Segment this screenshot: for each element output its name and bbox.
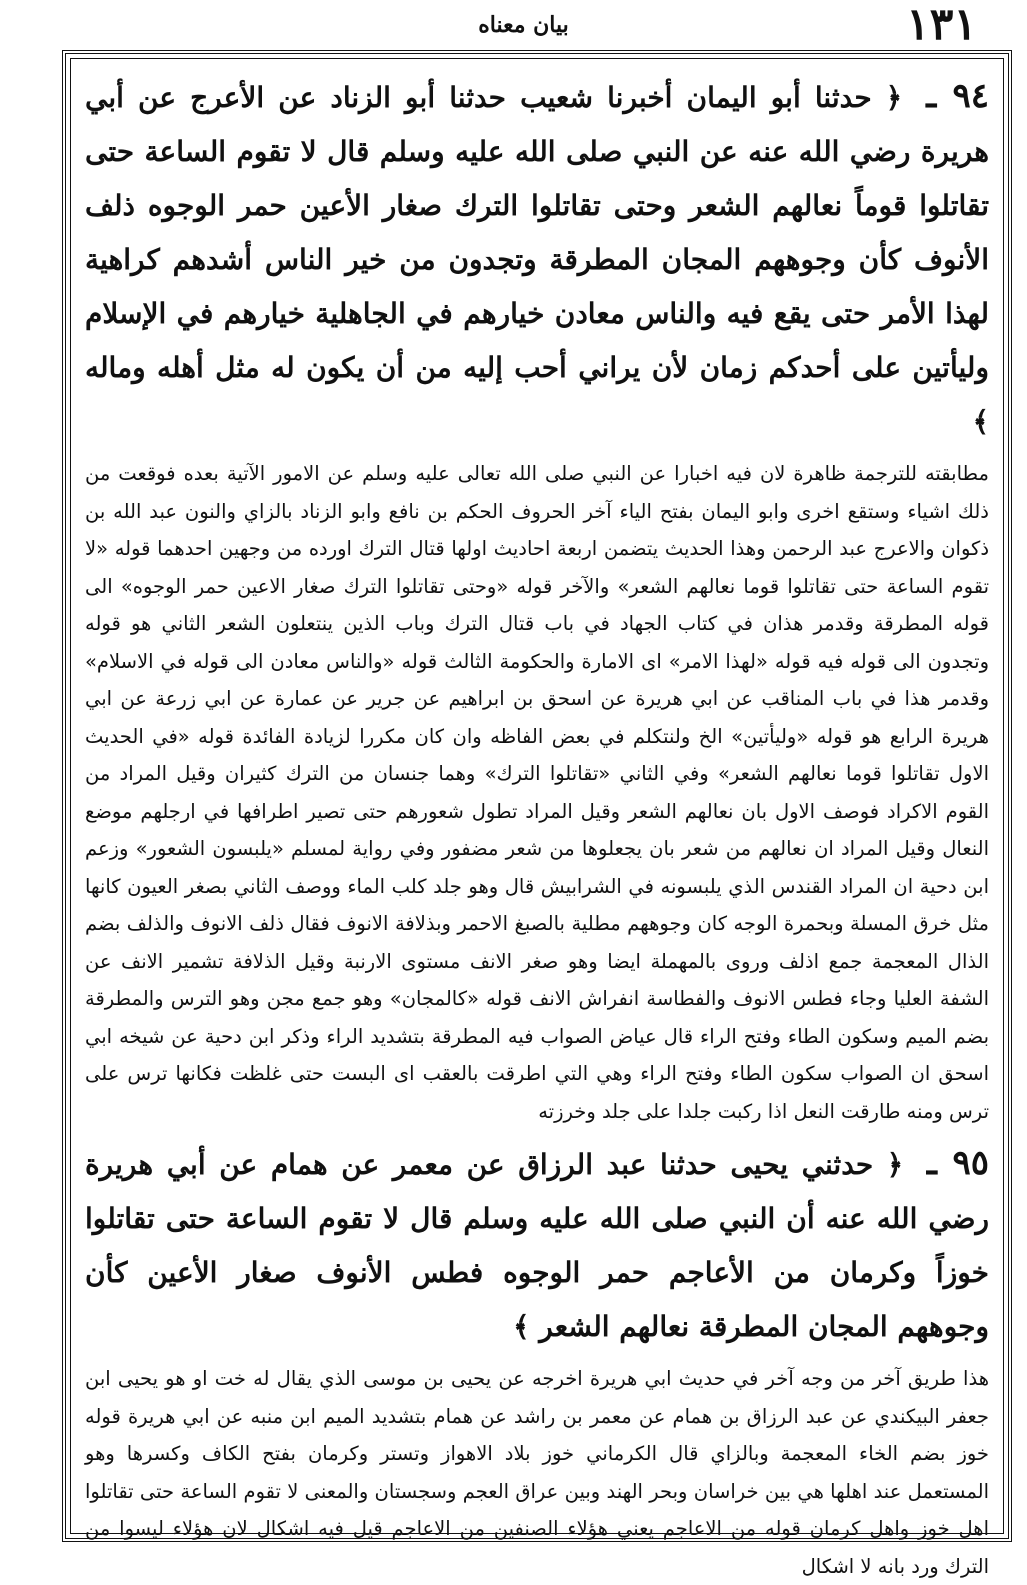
page-header bbox=[60, 0, 987, 50]
running-title: بيان معناه bbox=[478, 12, 569, 38]
commentary-95: هذا طريق آخر من وجه آخر في حديث ابي هريرة اخرجه عن يحيى بن موسى الذي يقال له خت او هو يحيى ابن جعفر البيكندي عن عبد الرزاق بن همام عن معمر بن راشد عن همام بتشديد الميم ابن منبه عن ابي هريرة قوله خوز بضم الخاء المعجمة وبالزاي قال الكرماني خوز بلاد الاهواز وتستر وكرمان بفتح الكاف وكسرها وهو المستعمل عند اهلها هي بين خراسان وبحر الهند وبين عراق العجم وسجستان والمعنى لا تقوم الساعة حتى تقاتلوا اهل خوز واهل كرمان قوله من الاعاجم يعني هؤلاء الصنفين من الاعاجم قيل فيه اشكال لان هؤلاء ليسوا من الترك ورد بانه لا اشكال bbox=[85, 1367, 989, 1578]
text-body bbox=[70, 58, 1004, 1578]
hadith-94-number: ٩٤ ـ bbox=[926, 76, 989, 116]
hadith-95 bbox=[85, 1136, 989, 1354]
hadith-94-text: ﴿ حدثنا أبو اليمان أخبرنا شعيب حدثنا أبو الزناد عن الأعرج عن أبي هريرة رضي الله عنه عن النبي صلى الله عليه وسلم قال لا تقوم الساعة حتى تقاتلوا قوماً نعالهم الشعر وحتى تقاتلوا الترك صغار الأعين حمر الوجوه ذلف الأنوف كأن وجوههم المجان المطرقة وتجدون من خير الناس أشدهم كراهية لهذا الأمر حتى يقع فيه والناس معادن خيارهم في الجاهلية خيارهم في الإسلام وليأتين على أحدكم زمان لأن يراني أحب إليه من أن يكون له مثل أهله وماله ﴾ bbox=[85, 81, 989, 438]
hadith-95-number: ٩٥ ـ bbox=[926, 1143, 989, 1183]
page-number: ١٣١ bbox=[906, 0, 977, 50]
hadith-94 bbox=[85, 69, 989, 449]
hadith-95-text: ﴿ حدثني يحيى حدثنا عبد الرزاق عن معمر عن همام عن أبي هريرة رضي الله عنه أن النبي صلى الله عليه وسلم قال لا تقوم الساعة حتى تقاتلوا خوزاً وكرمان من الأعاجم حمر الوجوه فطس الأنوف صغار الأعين كأن وجوههم المجان المطرقة نعالهم الشعر ﴾ bbox=[85, 1148, 989, 1343]
commentary-94: مطابقته للترجمة ظاهرة لان فيه اخبارا عن النبي صلى الله تعالى عليه وسلم عن الامور الآتية بعده فوقعت من ذلك اشياء وستقع اخرى وابو اليمان بفتح الياء آخر الحروف الحكم بن نافع وابو الزناد بالزاي والنون عبد الله بن ذكوان والاعرج عبد الرحمن وهذا الحديث يتضمن اربعة احاديث اولها قتال الترك اورده من وجهين احدهما قوله «لا تقوم الساعة حتى تقاتلوا قوما نعالهم الشعر» والآخر قوله «وحتى تقاتلوا الترك صغار الاعين حمر الوجوه» الى قوله المطرقة وقدمر هذان في كتاب الجهاد في باب قتال الترك وباب الذين ينتعلون الشعر الثاني هو قوله وتجدون الى قوله فيه قوله «لهذا الامر» اى الامارة والحكومة الثالث قوله «والناس معادن الى قوله في الاسلام» وقدمر هذا في باب المناقب عن ابي هريرة عن اسحق بن ابراهيم عن جرير عن عمارة عن ابي زرعة عن ابي هريرة الرابع هو قوله «وليأتين» الخ ولنتكلم في بعض الفاظه وان كان مكررا لزيادة الفائدة قوله «في الحديث الاول تقاتلوا قوما نعالهم الشعر» وفي الثاني «تقاتلوا الترك» وهما جنسان من الترك كثيران وقيل المراد من القوم الاكراد فوصف الاول بان نعالهم الشعر وقيل المراد تطول شعورهم حتى تصير اطرافها في ارجلهم موضع النعال وقيل المراد ان نعالهم من شعر بان يجعلوها من شعر مضفور وفي رواية لمسلم «يلبسون الشعور» وزعم ابن دحية ان المراد القندس الذي يلبسونه في الشرابيش قال وهو جلد كلب الماء ووصف الثاني بصغر العيون كانها مثل خرق المسلة وبحمرة الوجه كان وجوههم مطلية بالصبغ الاحمر وبذلافة الانوف فقال ذلف الانوف والذلف بضم الذال المعجمة جمع اذلف وروى بالمهملة ايضا وهو صغر الانف مستوى الارنبة وقيل الذلافة تشمير الانف عن الشفة العليا وجاء فطس الانوف والفطاسة انفراش الانف قوله «كالمجان» وهو جمع مجن وهو الترس والمطرقة بضم الميم وسكون الطاء وفتح الراء قال عياض الصواب فيه المطرقة بتشديد الراء وذكر ابن دحية عن شيخه ابي اسحق ان الصواب سكون الطاء وفتح الراء وهي التي اطرقت بالعقب اى البست حتى غلظت فكانها ترس على ترس ومنه طارقت النعل اذا ركبت جلدا على جلد وخرزته bbox=[85, 462, 989, 1123]
text-frame bbox=[62, 50, 1012, 1578]
